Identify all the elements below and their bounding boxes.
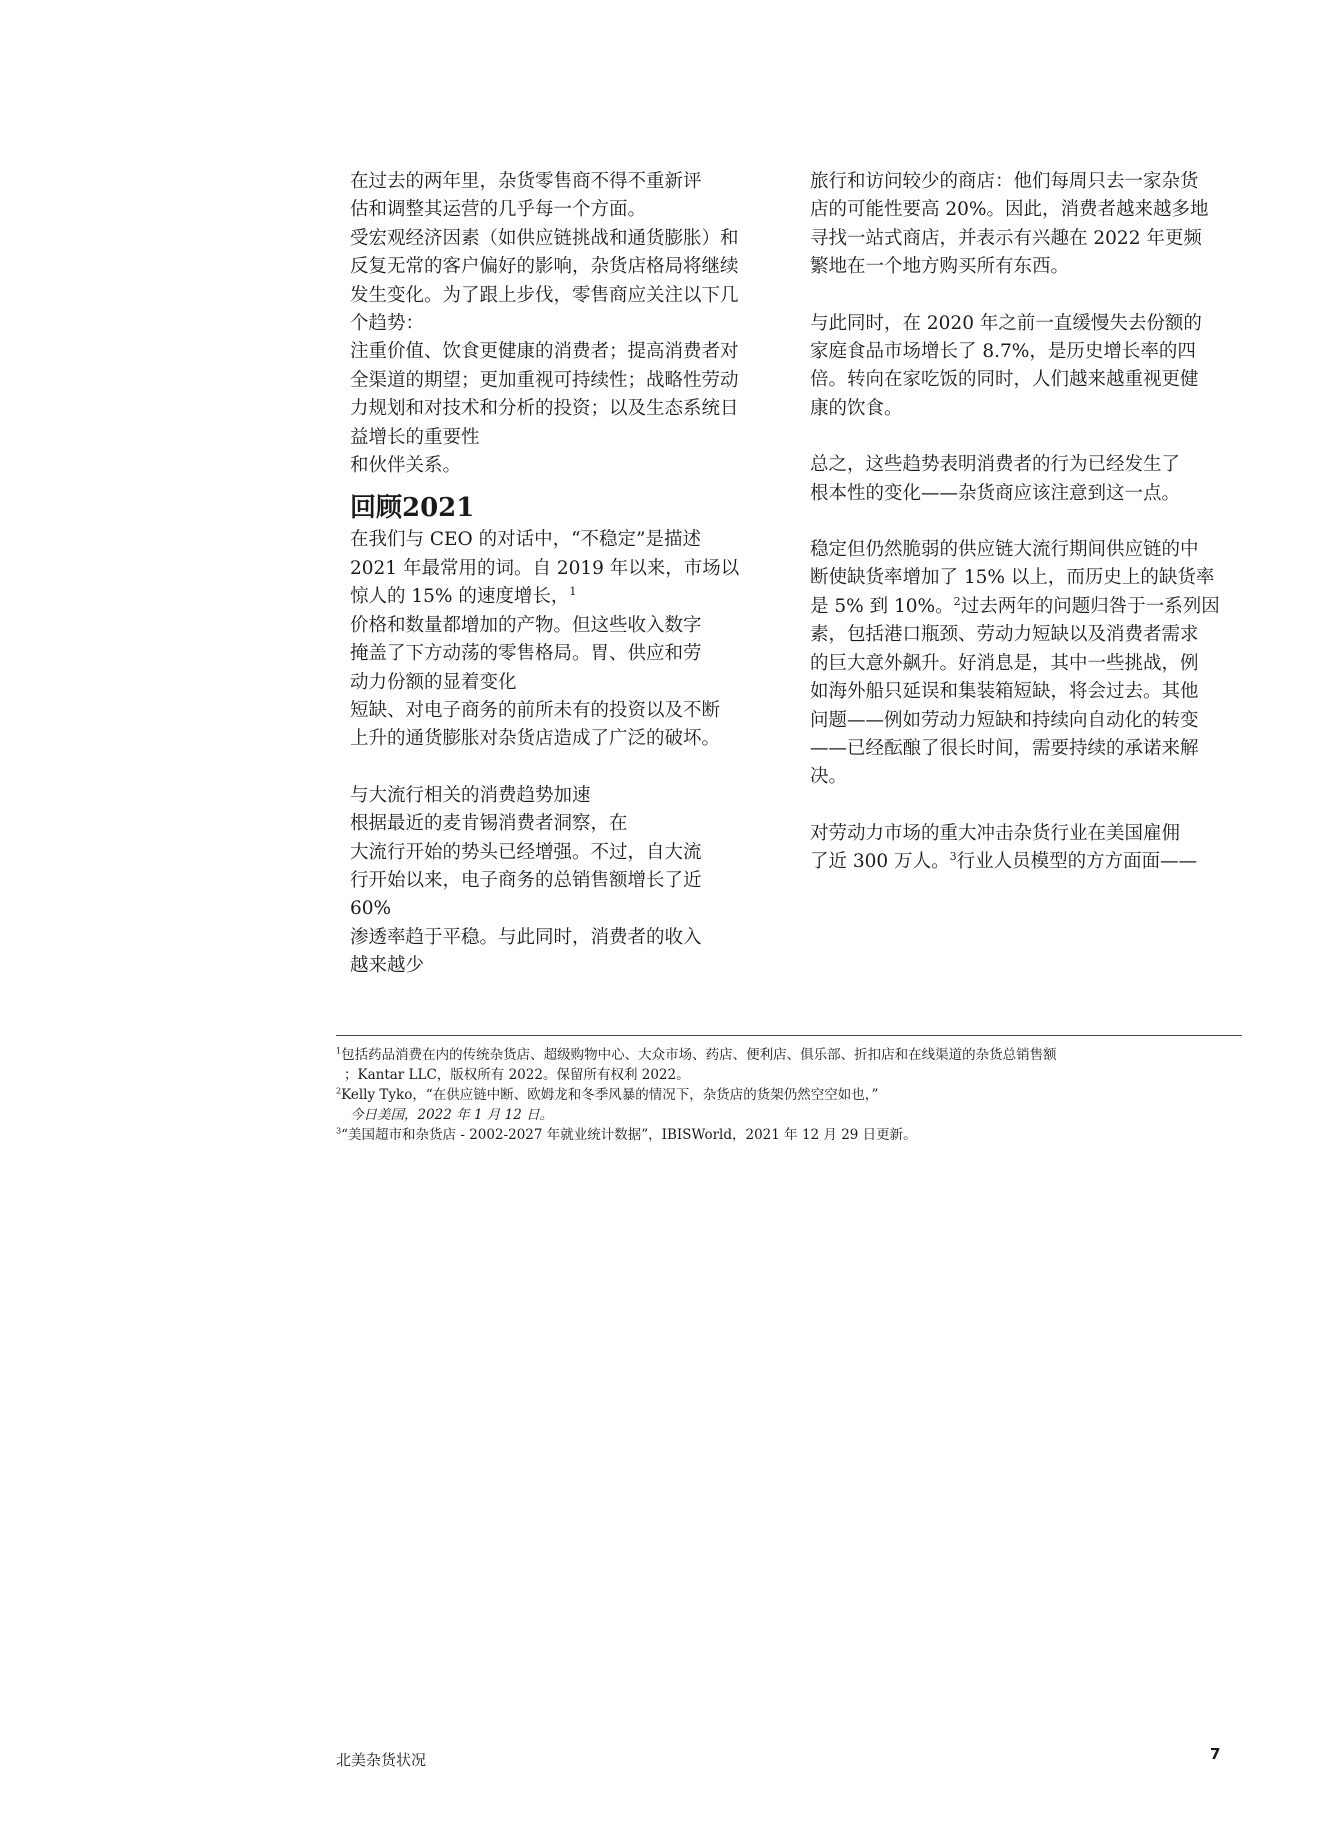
text-line [350, 583, 780, 611]
text-fragment: 是 5% 到 10%。 [810, 595, 954, 617]
text-line: 渗透率趋于平稳。与此同时，消费者的收入 [350, 926, 702, 948]
text-line: 与大流行相关的消费趋势加速 [350, 784, 591, 806]
text-line: 大流行开始的势头已经增强。不过，自大流 [350, 841, 702, 863]
text-line: 总之，这些趋势表明消费者的行为已经发生了 [810, 454, 1181, 476]
footnote-mark: 1 [336, 1045, 342, 1056]
text-line: 全渠道的期望；更加重视可持续性；战略性劳动 [350, 369, 739, 391]
right-column [810, 168, 1240, 877]
page-number: 7 [1210, 1745, 1221, 1763]
text-line: 稳定但仍然脆弱的供应链大流行期间供应链的中 [810, 539, 1199, 561]
text-line: 估和调整其运营的几乎每一个方面。 [350, 199, 647, 221]
footnote-1 [336, 1045, 1242, 1065]
text-line: 个趋势： [350, 313, 425, 335]
text-line: 寻找一站式商店，并表示有兴趣在 2022 年更频 [810, 227, 1202, 249]
paragraph-one-stop-shop [810, 168, 1240, 282]
text-line: 反复无常的客户偏好的影响，杂货店格局将继续 [350, 256, 739, 278]
text-line: 旅行和访问较少的商店：他们每周只去一家杂货 [810, 171, 1199, 192]
text-line: 动力份额的显着变化 [350, 671, 517, 693]
text-line: 价格和数量都增加的产物。但这些收入数字 [350, 614, 702, 636]
text-line: 的巨大意外飙升。好消息是，其中一些挑战，例 [810, 652, 1199, 674]
section-heading: 回顾2021 [350, 493, 475, 524]
paragraph-gap [350, 754, 780, 782]
footer-title: 北美杂货状况 [336, 1751, 427, 1769]
left-column [350, 168, 780, 981]
text-line: 如海外船只延误和集装箱短缺，将会过去。其他 [810, 681, 1199, 703]
text-line: 根据最近的麦肯锡消费者洞察，在 [350, 813, 628, 835]
paragraph-home-food [810, 310, 1240, 424]
text-fragment: 行业人员模型的方方面面—— [956, 851, 1198, 873]
text-line: 上升的通货膨胀对杂货店造成了广泛的破坏。 [350, 728, 721, 750]
footnote-text: Kelly Tyko，“在供应链中断、欧姆龙和冬季风暴的情况下，杂货店的货架仍然空空如也，” [341, 1087, 879, 1103]
footnote-text: “美国超市和杂货店 - 2002-2027 年就业统计数据”，IBISWorld，2021 年 12 月 29 日更新。 [341, 1127, 917, 1143]
footnote-ref[interactable]: 1 [569, 585, 577, 599]
text-fragment: 过去两年的问题归咎于一系列因 [960, 595, 1220, 617]
paragraph-gap [810, 282, 1240, 310]
text-line: ——已经酝酿了很长时间，需要持续的承诺来解 [810, 737, 1199, 759]
footnote-ref[interactable]: 3 [949, 849, 957, 863]
text-line: 发生变化。为了跟上步伐，零售商应关注以下几 [350, 284, 739, 306]
text-line: 问题——例如劳动力短缺和持续向自动化的转变 [810, 709, 1199, 731]
text-line: 60% [350, 898, 392, 920]
text-line: 家庭食品市场增长了 8.7%，是历史增长率的四 [810, 341, 1196, 363]
text-fragment: 了近 300 万人。 [810, 851, 950, 873]
text-line: 素，包括港口瓶颈、劳动力短缺以及消费者需求 [810, 624, 1199, 646]
text-line: 根本性的变化——杂货商应该注意到这一点。 [810, 482, 1181, 504]
footnote-ref[interactable]: 2 [953, 594, 961, 608]
intro-paragraph [350, 168, 780, 480]
footnote-3 [336, 1125, 1242, 1145]
text-line: 掩盖了下方动荡的零售格局。胃、供应和劳 [350, 643, 702, 665]
text-line [810, 848, 1240, 876]
text-line: 行开始以来，电子商务的总销售额增长了近 [350, 869, 702, 891]
footnote-text: 包括药品消费在内的传统杂货店、超级购物中心、大众市场、药店、便利店、俱乐部、折扣店和在线渠道的杂货总销售额 [341, 1047, 1057, 1063]
footnote-2 [336, 1085, 1242, 1105]
text-line [810, 593, 1240, 621]
paragraph-gap [810, 423, 1240, 451]
text-line: 注重价值、饮食更健康的消费者；提高消费者对 [350, 341, 739, 363]
text-line: 对劳动力市场的重大冲击杂货行业在美国雇佣 [810, 822, 1181, 844]
text-line: 决。 [810, 766, 848, 788]
footnotes [336, 1045, 1242, 1145]
footnote-divider [336, 1035, 1242, 1036]
text-line: 2021 年最常用的词。自 2019 年以来，市场以 [350, 557, 740, 579]
review-paragraph [350, 526, 780, 753]
footnote-mark: 3 [336, 1125, 342, 1136]
text-line: 和伙伴关系。 [350, 455, 462, 477]
text-line: 康的饮食。 [810, 397, 903, 419]
paragraph-supply-chain [810, 536, 1240, 792]
text-line: 店的可能性要高 20%。因此，消费者越来越多地 [810, 199, 1209, 221]
paragraph-gap [810, 508, 1240, 536]
footnote-2-source: 今日美国，2022 年 1 月 12 日。 [350, 1107, 554, 1123]
footnote-mark: 2 [336, 1085, 342, 1096]
text-line: 在过去的两年里，杂货零售商不得不重新评 [350, 171, 702, 192]
text-fragment: 惊人的 15% 的速度增长， [350, 586, 570, 608]
text-line: 繁地在一个地方购买所有东西。 [810, 256, 1070, 278]
footnote-1-continued: ；Kantar LLC，版权所有 2022。保留所有权利 2022。 [344, 1067, 690, 1083]
paragraph-labor [810, 820, 1240, 877]
text-line: 益增长的重要性 [350, 426, 480, 448]
text-line: 倍。转向在家吃饭的同时，人们越来越重视更健 [810, 369, 1199, 391]
paragraph-gap [810, 792, 1240, 820]
text-line: 越来越少 [350, 955, 425, 977]
paragraph-summary [810, 451, 1240, 508]
trend-paragraph [350, 782, 780, 981]
text-line: 在我们与 CEO 的对话中，“不稳定”是描述 [350, 529, 702, 551]
text-line: 短缺、对电子商务的前所未有的投资以及不断 [350, 699, 721, 721]
text-line: 断使缺货率增加了 15% 以上，而历史上的缺货率 [810, 567, 1215, 589]
text-line: 与此同时，在 2020 年之前一直缓慢失去份额的 [810, 312, 1202, 334]
text-line: 力规划和对技术和分析的投资；以及生态系统日 [350, 398, 739, 420]
text-line: 受宏观经济因素（如供应链挑战和通货膨胀）和 [350, 227, 739, 249]
